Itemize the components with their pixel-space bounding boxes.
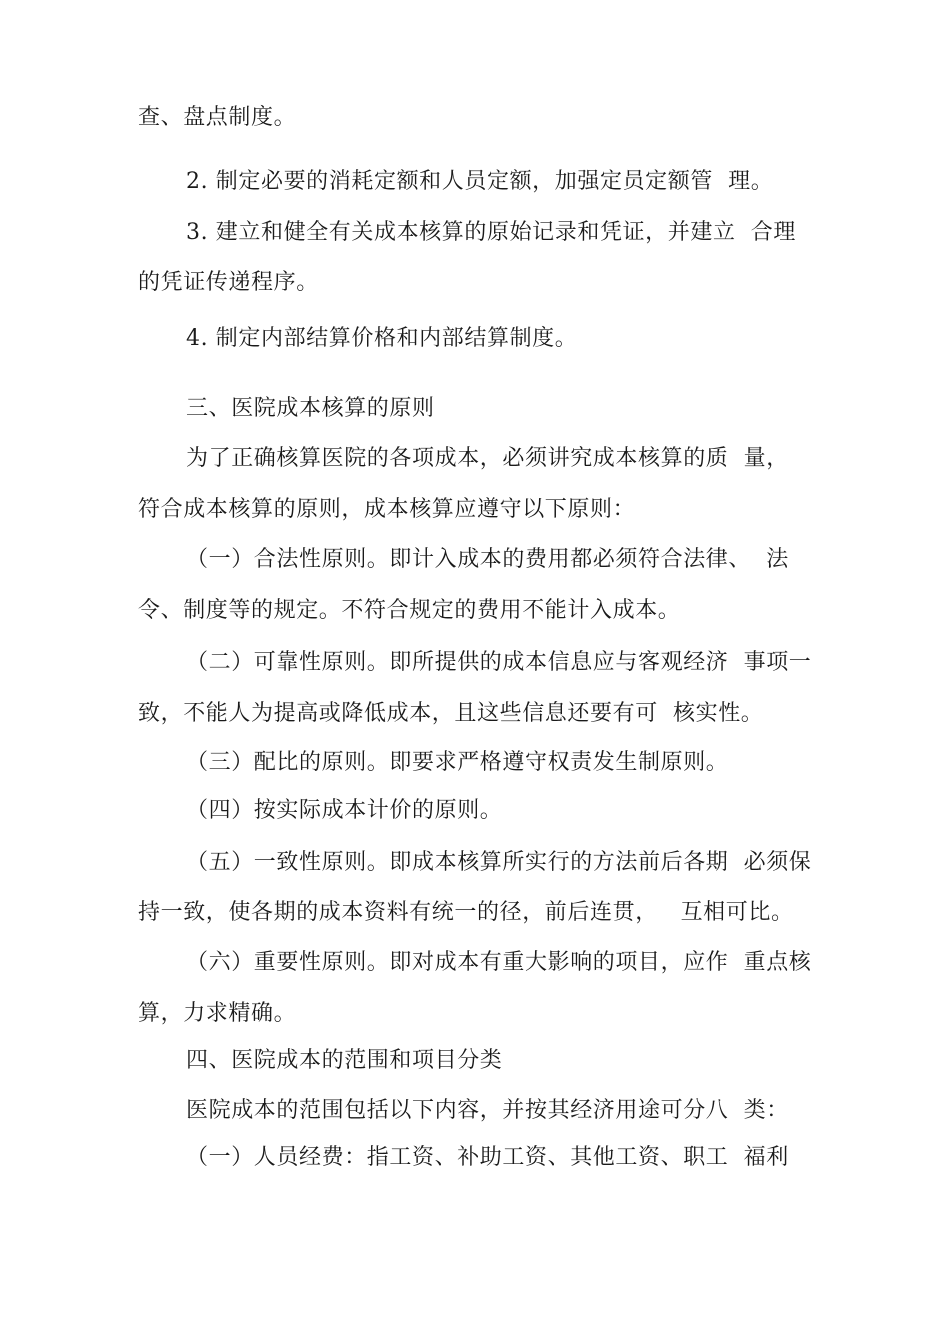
principle-4: （四）按实际成本计价的原则。 — [186, 798, 503, 823]
section-heading-4: 四、医院成本的范围和项目分类 — [186, 1048, 503, 1073]
paragraph-line: 查、盘点制度。 — [138, 105, 297, 130]
paragraph-line: 为了正确核算医院的各项成本，必须讲究成本核算的质 量， — [186, 446, 789, 471]
paragraph-line: 医院成本的范围包括以下内容，并按其经济用途可分八 类： — [186, 1098, 789, 1123]
paragraph-line: 持一致，使各期的成本资料有统一的径，前后连贯， 互相可比。 — [138, 900, 794, 925]
paragraph-line: 符合成本核算的原则，成本核算应遵守以下原则： — [138, 497, 636, 522]
principle-6: （六）重要性原则。即对成本有重大影响的项目，应作 重点核 — [186, 950, 812, 975]
list-item-4: 4. 制定内部结算价格和内部结算制度。 — [186, 326, 578, 351]
paragraph-line: 致，不能人为提高或降低成本，且这些信息还要有可 核实性。 — [138, 701, 764, 726]
list-item-3: 3. 建立和健全有关成本核算的原始记录和凭证，并建立 合理 — [186, 220, 796, 245]
principle-5: （五）一致性原则。即成本核算所实行的方法前后各期 必须保 — [186, 850, 812, 875]
paragraph-line: 的凭证传递程序。 — [138, 270, 319, 295]
paragraph-line: 令、制度等的规定。不符合规定的费用不能计入成本。 — [138, 598, 681, 623]
principle-1: （一）合法性原则。即计入成本的费用都必须符合法律、 法 — [186, 547, 789, 572]
principle-2: （二）可靠性原则。即所提供的成本信息应与客观经济 事项一 — [186, 650, 812, 675]
principle-3: （三）配比的原则。即要求严格遵守权责发生制原则。 — [186, 750, 729, 775]
paragraph-line: 算，力求精确。 — [138, 1001, 297, 1026]
section-heading-3: 三、医院成本核算的原则 — [186, 396, 435, 421]
list-item-2: 2. 制定必要的消耗定额和人员定额，加强定员定额管 理。 — [186, 169, 774, 194]
cost-item-1: （一）人员经费：指工资、补助工资、其他工资、职工 福利 — [186, 1145, 789, 1170]
